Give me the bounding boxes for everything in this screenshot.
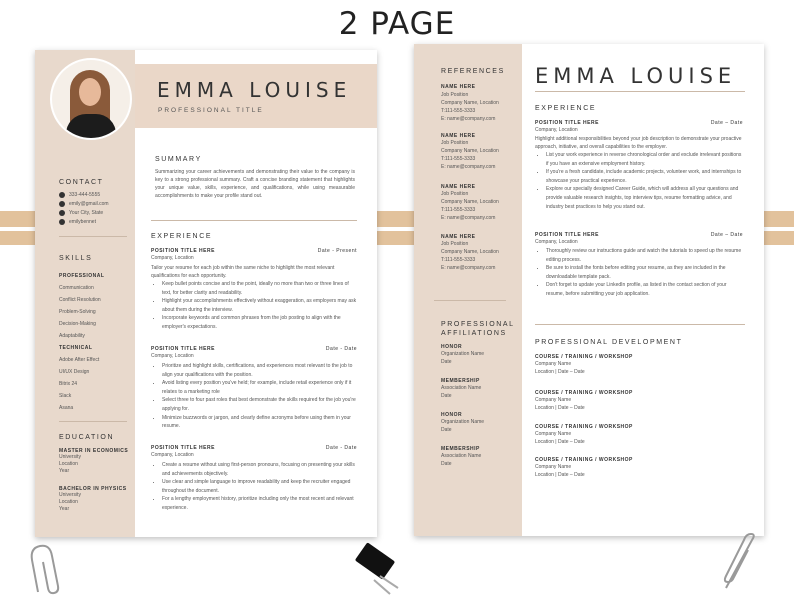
job-company: Company, Location (151, 255, 194, 261)
affiliation-date: Date (441, 461, 452, 467)
job-bullet: • Create a resume without using first-person pronouns, focusing on presenting your skills and achievements objectively. (162, 461, 357, 478)
job-entry (535, 120, 743, 211)
affiliations-heading-line: PROFESSIONAL (441, 321, 515, 328)
candidate-name: EMMA LOUISE (157, 78, 352, 102)
skills-professional-label: PROFESSIONAL (59, 273, 105, 279)
job-bullet: • Explore our specially designed Career Guide, which will address all your questions and provide valuable research insights, top interview tips, resume formatting advice, and industry best practices to help you stand out. (546, 185, 743, 211)
contact-heading: CONTACT (59, 179, 104, 186)
job-bullet: • Select three to four past roles that best demonstrate the skills required for the job you're applying for. (162, 396, 357, 413)
job-title: POSITION TITLE HERE (535, 232, 599, 238)
job-intro: Tailor your resume for each job within the same niche to highlight the most relevant qualifications for each opportunity. (151, 265, 335, 279)
contact-linkedin: emilybennet (59, 218, 109, 227)
development-title: COURSE / TRAINING / WORKSHOP (535, 424, 633, 430)
skill-item: Conflict Resolution (59, 297, 101, 303)
contact-email: emily@gmail.com (59, 200, 109, 209)
job-bullets (151, 461, 357, 513)
skills-heading: SKILLS (59, 255, 93, 262)
divider (59, 421, 127, 422)
email-icon (59, 201, 65, 207)
reference-email: E: name@company.com (441, 116, 496, 122)
affiliations-heading (441, 320, 515, 338)
job-title: POSITION TITLE HERE (151, 248, 215, 254)
affiliation-date: Date (441, 359, 452, 365)
resume-page-1 (35, 50, 377, 537)
divider (434, 300, 506, 301)
experience-heading: EXPERIENCE (535, 105, 597, 112)
reference-company: Company Name, Location (441, 148, 499, 154)
job-bullets (535, 247, 743, 299)
education-year: Year (59, 468, 70, 474)
development-title: COURSE / TRAINING / WORKSHOP (535, 354, 633, 360)
affiliations-heading-line: AFFILIATIONS (441, 330, 507, 337)
banner-title: 2 PAGE (338, 6, 456, 42)
professional-title: PROFESSIONAL TITLE (158, 107, 264, 114)
education-location: Location (59, 499, 78, 505)
reference-position: Job Position (441, 92, 469, 98)
development-meta: Location | Date – Date (535, 369, 585, 375)
binder-clip-icon (350, 536, 410, 595)
affiliation-entry (441, 344, 484, 366)
reference-name: NAME HERE (441, 133, 476, 139)
job-date: Date – Date (710, 120, 743, 126)
job-entry (151, 346, 357, 431)
affiliation-date: Date (441, 393, 452, 399)
job-bullet: • Don't forget to update your LinkedIn profile, as listed in the contact section of your resume, before submitting your job application. (546, 281, 743, 298)
development-entry (535, 354, 633, 376)
job-company: Company, Location (151, 353, 194, 359)
reference-phone: T:111-555-3333 (441, 156, 476, 162)
education-entry (59, 448, 128, 475)
job-entry (151, 248, 357, 332)
development-company: Company Name (535, 464, 572, 470)
reference-company: Company Name, Location (441, 100, 499, 106)
job-date: Date - Present (317, 248, 357, 254)
affiliation-entry (441, 446, 481, 468)
development-meta: Location | Date – Date (535, 472, 585, 478)
job-bullet: • If you're a fresh candidate, include academic projects, volunteer work, and internships to showcase your practical experience. (546, 168, 743, 185)
reference-email: E: name@company.com (441, 265, 496, 271)
job-title: POSITION TITLE HERE (151, 445, 215, 451)
development-entry (535, 424, 633, 446)
reference-name: NAME HERE (441, 184, 476, 190)
affiliation-title: HONOR (441, 412, 463, 418)
development-title: COURSE / TRAINING / WORKSHOP (535, 457, 633, 463)
job-bullets (535, 151, 743, 211)
reference-position: Job Position (441, 241, 469, 247)
reference-email: E: name@company.com (441, 215, 496, 221)
linkedin-icon (59, 219, 65, 225)
reference-position: Job Position (441, 191, 469, 197)
education-location: Location (59, 461, 78, 467)
development-heading: PROFESSIONAL DEVELOPMENT (535, 339, 683, 346)
affiliation-title: HONOR (441, 344, 463, 350)
reference-entry (441, 83, 499, 123)
reference-entry (441, 133, 499, 171)
skill-item: Adobe After Effect (59, 357, 100, 363)
job-bullet: • List your work experience in reverse chronological order and exclude irrelevant positions if you have an extensive employment history. (546, 151, 743, 168)
job-bullet: • Keep bullet points concise and to the point, ideally no more than two or three lines of text, for better clarity and readability. (162, 280, 357, 297)
job-bullet: • Prioritize and highlight skills, certifications, and experiences most relevant to the job to align your qualifications with the position. (162, 362, 357, 379)
reference-company: Company Name, Location (441, 249, 499, 255)
candidate-name: EMMA LOUISE (535, 64, 737, 88)
divider (535, 324, 745, 325)
job-title: POSITION TITLE HERE (535, 120, 599, 126)
contact-phone: 333-444-5555 (59, 191, 109, 200)
education-school: University (59, 492, 81, 498)
skill-item: Bitrix 24 (59, 381, 78, 387)
affiliation-org: Organization Name (441, 351, 485, 357)
affiliation-org: Organization Name (441, 419, 485, 425)
skill-item: Communication (59, 285, 94, 291)
job-company: Company, Location (535, 239, 578, 245)
resume-page-2 (414, 44, 764, 536)
education-year: Year (59, 506, 70, 512)
education-school: University (59, 454, 81, 460)
skill-item: Problem-Solving (59, 309, 96, 315)
job-bullets (151, 362, 357, 431)
job-title: POSITION TITLE HERE (151, 346, 215, 352)
reference-email: E: name@company.com (441, 164, 496, 170)
divider (151, 220, 357, 221)
development-entry (535, 390, 633, 412)
job-bullets (151, 280, 357, 332)
education-heading: EDUCATION (59, 434, 115, 441)
development-title: COURSE / TRAINING / WORKSHOP (535, 390, 633, 396)
skill-item: Decision-Making (59, 321, 96, 327)
paperclip-icon (28, 540, 68, 595)
skill-item: UI/UX Design (59, 369, 90, 375)
contact-location: Your City, State (59, 209, 109, 218)
summary-heading: SUMMARY (155, 156, 202, 163)
reference-name: NAME HERE (441, 234, 476, 240)
reference-entry (441, 234, 499, 272)
skill-item: Adaptability (59, 333, 85, 339)
reference-company: Company Name, Location (441, 199, 499, 205)
job-entry (151, 445, 357, 513)
education-entry (59, 486, 127, 513)
paperclip-icon (718, 532, 762, 592)
skills-technical-label: TECHNICAL (59, 345, 93, 351)
experience-heading: EXPERIENCE (151, 233, 213, 240)
skills-list (59, 270, 104, 414)
reference-name: NAME HERE (441, 84, 476, 90)
affiliation-entry (441, 412, 484, 434)
affiliation-entry (441, 378, 481, 400)
divider (535, 91, 745, 92)
job-bullet: • Thoroughly review our instructions guide and watch the tutorials to speed up the resume editing process. (546, 247, 743, 264)
profile-photo (50, 58, 132, 140)
development-meta: Location | Date – Date (535, 439, 585, 445)
contact-list (59, 191, 109, 227)
affiliation-org: Association Name (441, 453, 482, 459)
development-company: Company Name (535, 361, 572, 367)
location-icon (59, 210, 65, 216)
job-bullet: • Use clear and simple language to improve readability and keep the recruiter engaged throughout the document. (162, 478, 357, 495)
reference-position: Job Position (441, 140, 469, 146)
job-date: Date - Date (325, 445, 357, 451)
reference-phone: T:111-555-3333 (441, 108, 476, 114)
development-meta: Location | Date – Date (535, 405, 585, 411)
job-bullet: • For a lengthy employment history, prioritize including only the most recent and relevant experience. (162, 495, 357, 512)
development-entry (535, 457, 633, 479)
job-bullet: • Incorporate keywords and common phrases from the job posting to align with the employer's expectations. (162, 314, 357, 331)
job-bullet: • Avoid listing every position you've held; for example, include retail experience only if it relates to a marketing role (162, 379, 357, 396)
education-degree: MASTER IN ECONOMICS (59, 448, 129, 454)
skill-item: Slack (59, 393, 72, 399)
job-company: Company, Location (535, 127, 578, 133)
affiliation-title: MEMBERSHIP (441, 378, 480, 384)
phone-icon (59, 192, 65, 198)
references-heading: REFERENCES (441, 68, 505, 75)
job-date: Date - Date (325, 346, 357, 352)
education-degree: BACHELOR IN PHYSICS (59, 486, 127, 492)
skill-item: Asana (59, 405, 74, 411)
affiliation-title: MEMBERSHIP (441, 446, 480, 452)
job-bullet: • Be sure to install the fonts before editing your resume, as they are included in the downloadable template pack. (546, 264, 743, 281)
job-entry (535, 232, 743, 299)
reference-entry (441, 184, 499, 222)
reference-phone: T:111-555-3333 (441, 207, 476, 213)
affiliation-org: Association Name (441, 385, 482, 391)
development-company: Company Name (535, 397, 572, 403)
job-bullet: • Highlight your accomplishments effectively without exaggeration, as employers may ask about them during the interview. (162, 297, 357, 314)
development-company: Company Name (535, 431, 572, 437)
summary-text: Summarizing your career achievements and demonstrating their value to the company is key to a strong professional summary. Craft a concise branding statement that highlights your unique value, skills, experience, and qualifications, while using measurable accomplishments to make your profile stand out. (155, 169, 355, 199)
reference-phone: T:111-555-3333 (441, 257, 476, 263)
job-company: Company, Location (151, 452, 194, 458)
job-bullet: • Minimize buzzwords or jargon, and clearly define acronyms before using them in your resume. (162, 414, 357, 431)
job-intro: Highlight additional responsibilities beyond your job description to demonstrate your proactive approach, initiative, and overall capabilities to the employer. (535, 136, 742, 150)
divider (59, 236, 127, 237)
job-date: Date – Date (710, 232, 743, 238)
affiliation-date: Date (441, 427, 452, 433)
